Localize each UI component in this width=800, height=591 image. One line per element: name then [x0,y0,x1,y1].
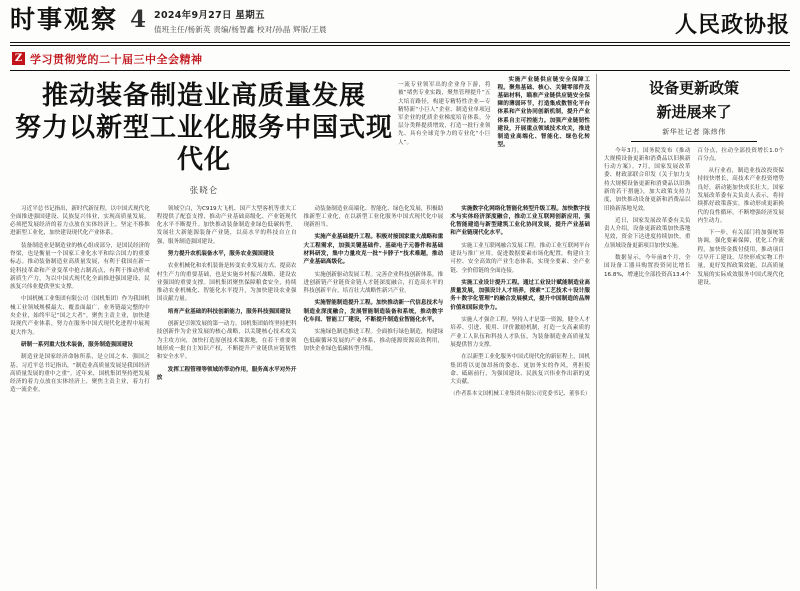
lead-subhead: 实施产业链供应链安全保障工程。聚焦基础、核心、关键零部件及基础材料，瞄准产业链供应链安全保障的薄弱环节，打造集成数智化平台体系和产业协同创新机制，提升产业体系自主可控能力。加强产业链韧性建设，开展重点领域技术攻关，推进制造业高端化、智能化、绿色化转型。 [497,76,590,149]
article-byline: 张晓仑 [189,185,219,196]
campaign-banner [12,51,790,67]
paragraph: 农业机械化和农机装备是转变农业发展方式、提高农村生产力的重要基础，也是实施乡村振兴战略、建设农业强国的重要支撑。国机集团聚焦保障粮食安全，持续推动农业机械化、智能化水平提升，为加快建设农业强国贡献力量。 [156,263,297,303]
paragraph: 习近平总书记指出，新时代新征程，以中国式现代化全面推进强国建设、民族复兴伟业，实现高质量发展，必须把发展经济的着力点放在实体经济上，坚定不移推进新型工业化，加快建设现代化产业体系。 [10,205,150,237]
paragraph: 今年3月，国务院发布《推动大规模设备更新和消费品以旧换新行动方案》。7月，国家发展改革委、财政部联合印发《关于加力支持大规模设备更新和消费品以旧换新的若干措施》，加大政策支持力度，加快推动设备更新和消费品以旧换新落地见效。 [604,147,691,212]
sidebar-rule [631,141,757,142]
author-note: （作者系本文国机械工业集团有限公司党委书记、董事长） [450,391,591,398]
paragraph: 近日，国家发展改革委有关负责人介绍，设备更新政策加快落地见效，资金下达进度持续加快，重点领域设备更新项目加快实施。 [604,217,691,249]
masthead-meta [154,6,327,36]
paragraph: 实施创新驱动发展工程。完善企业科技创新体系，推进创新链产业链资金链人才链深度融合，打造高水平的科技创新平台，培育壮大战略性新兴产业。 [303,271,444,295]
banner-badge-icon: Z [12,52,25,65]
subheading: 研制一系列重大技术装备，服务制造强国建设 [21,341,133,348]
body-grid [10,74,790,589]
article-column-2 [157,205,297,399]
sidebar-body [604,147,784,288]
sidebar-title-line-2: 新进展来了 [656,102,732,121]
editorial-staff: 值班主任/杨新英 责编/杨智鑫 校对/孙晶 辉版/王晨 [154,25,327,34]
subheading: 实施产业基础提升工程。积极对接国家重大战略和重大工程需求，加强关键基础件、基础电子元器件和基础材料研发，集中力量攻克一批“卡脖子”技术难题，推动产业基础高级化。 [303,234,444,266]
sidebar-title-line-1: 设备更新政策 [648,78,739,97]
page-number: 4 [130,6,147,33]
paragraph: 下一步，有关部门将加强统筹协调，强化要素保障，优化工作流程，加快资金拨付使用，推动项目尽早开工建设、尽快形成实物工作量，更好发挥政策效能，以高质量发展的实际成效服务中国式现代化建设。 [697,230,784,286]
headline-area [10,74,590,200]
sidebar-article [596,74,784,589]
headline-line-1: 推动装备制造业高质量发展 [41,80,366,111]
masthead-left [10,6,327,36]
paragraph: 实施绿色制造推进工程。全面推行绿色制造，构建绿色低碳循环发展的产业体系，推动能源资源高效利用，加快企业绿色低碳转型升级。 [303,329,444,352]
masthead-rule [10,42,790,43]
publication-date: 2024年9月27日 星期五 [154,10,265,21]
paragraph: 数据显示，今年前8个月，全国设备工器具购置投资同比增长16.8%，增速比全部投资高13.4个百分点，拉动全部投资增长1.0个百分点。 [604,147,784,278]
section-title: 时事观察 [10,5,119,34]
headline [10,74,398,178]
subheading: 努力提升农机装备水平，服务农业强国建设 [167,250,275,257]
lead-paragraph: 一流专业领军出的企业身下游，将被“堵焦专业实践，聚焦管理提升”五大培育路径，构建专精特性企业—专精特新“小巨人”企业、制造业单项冠军企业的优质企业梯度培育体系，分层分类释提质增效，打造一批行业领先、具有全球竞争力的专业化“小巨人”。 [397,82,491,146]
banner-rule [10,70,790,71]
paragraph: 制造业是国家经济命脉所系，是立国之本、强国之基。习近平总书记指出，“制造业高质量发展是我国经济高质量发展的重中之重”。近年来，国机集团坚持把发展经济的着力点放在实体经济上，聚焦主责主业，着力打造一流企业。 [10,354,150,394]
paper-name: 人民政协报 [674,12,790,38]
paragraph: 领域空白，为C919大飞机、国产大型客机等重大工程提供了配套支撑，推动产业基础高级化、产业链现代化水平不断提升。加快推动装备制造业绿色低碳转型，发展壮大新能源装备产业链，以高水平的科技自立自强，服务制造强国建设。 [156,205,297,245]
article-column-1 [10,205,150,399]
article-column-4 [450,205,590,399]
masthead [10,6,790,40]
headline-block [10,74,398,200]
paragraph: 中国机械工业集团有限公司（国机集团）作为我国机械工业领域规模最大、覆盖面最广、业务链最完整的中央企业，始终牢记“国之大者”，聚焦主责主业，加快建设现代产业体系，努力在服务中国式现代化进程中展现更大作为。 [10,296,150,336]
main-article [10,74,596,589]
subheading: 实施工业设计提升工程。通过工业设计赋能制造业高质量发展，加强设计人才培养，探索“工艺技术＋设计服务＋数字化管理”的融合发展模式，提升中国制造的品牌价值和国际竞争力。 [450,279,590,311]
paragraph: 在以新型工业化服务中国式现代化的新征程上，国机集团将以更加昂扬的姿态、更加务实的作风，勇担使命、砥砺前行，为强国建设、民族复兴伟业作出新的更大贡献。 [450,354,590,386]
subheading: 实施智能制造提升工程。加快推动新一代信息技术与制造业深度融合，发展智能制造装备和系统，推动数字化车间、智能工厂建设，不断提升制造业智能化水平。 [303,300,444,324]
subheading: 发挥工程管理等领域的带动作用，服务高水平对外开放 [156,366,297,381]
paragraph: 动装备制造业高端化、智能化、绿色化发展，积极助推新型工业化，在以新型工业化服务中国式现代化中展现新担当。 [303,205,444,229]
paragraph: 装备制造业是制造业的核心组成部分，是国民经济的脊梁，也是衡量一个国家工业化水平和综合国力的重要标志。推动装备制造业高质量发展，有利于我国在新一轮科技革命和产业变革中抢占制高点，有利于推动形成新质生产力，为以中国式现代化全面推进强国建设、民族复兴伟业提供坚实支撑。 [10,242,150,291]
paragraph: 从行业看，制造业技改投资保持较快增长，高技术产业投资增势良好，新动能加快成长壮大。国家发展改革委有关负责人表示，将持续抓好政策落实，推动形成更新换代的良性循环，不断增强经济发展内生动力。 [697,168,784,224]
lead-text [398,74,590,200]
subheading: 实施数字化网络化智能化转型升级工程。加快数字技术与实体经济深度融合，推动工业互联网创新应用，强化智能建造与新型建筑工业化协同发展，提升产业基础和产业链现代化水平。 [450,205,590,237]
paragraph: 创新是引领发展的第一动力。国机集团始终坚持把科技创新作为企业发展的核心战略，以关键核心技术攻关为主攻方向，加快打造原创技术策源地，在若干重要领域形成一批自主知识产权，不断提升产业链供应链韧性和安全水平。 [156,321,297,361]
subheading: 培育产业基础的科技创新能力，服务科技强国建设 [167,308,291,315]
banner-text: 学习贯彻党的二十届三中全会精神 [30,52,203,66]
headline-line-2: 努力以新型工业化服务中国式现代化 [14,112,393,175]
paragraph: 实施人才强企工程。坚持人才是第一资源，健全人才培养、引进、使用、评价激励机制，打造一支高素质的产业工人队伍和科技人才队伍，为装备制造业高质量发展提供智力支撑。 [450,317,590,348]
article-column-3 [304,205,444,399]
article-columns [10,205,590,399]
sidebar-byline: 新华社记者 陈炜伟 [662,127,726,136]
paragraph: 实施工业互联网融合发展工程。推动工业互联网平台建设与推广应用，促进数据要素市场化配置，构建自主可控、安全高效的产业生态体系，实现全要素、全产业链、全价值链的全面连接。 [450,242,590,274]
masthead-rule-thin [10,45,790,46]
